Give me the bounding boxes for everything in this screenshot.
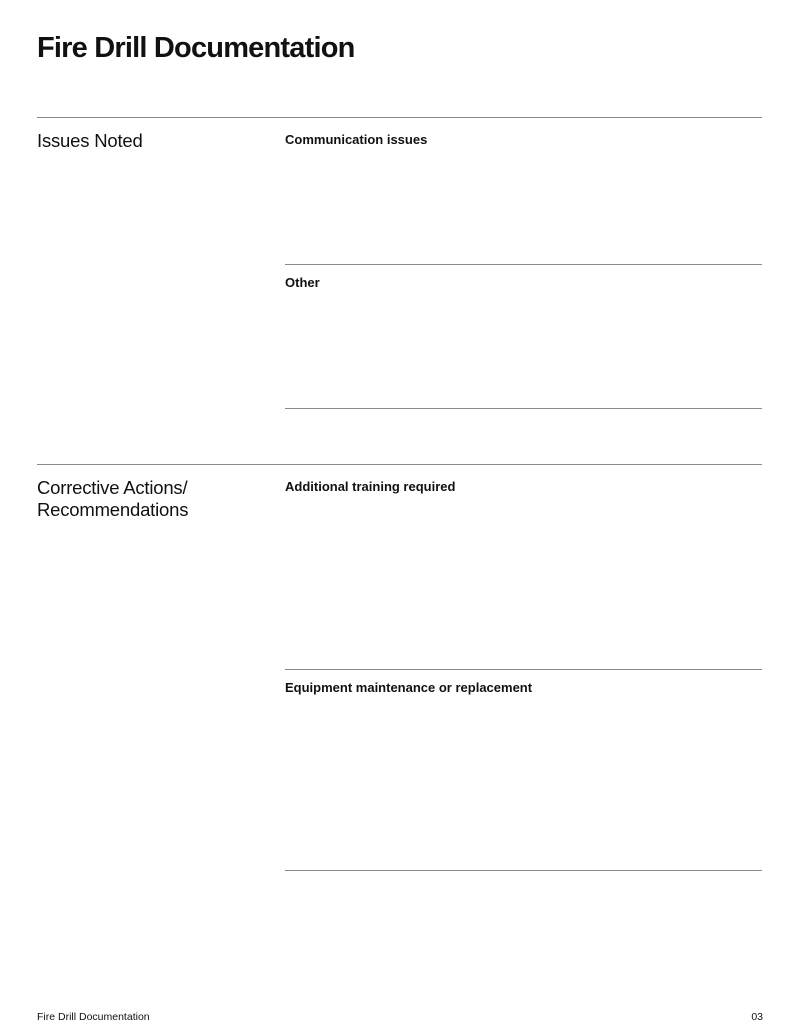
section-label-line-1: Corrective Actions/: [37, 477, 188, 498]
section-divider: [37, 117, 762, 118]
section-label-corrective-actions: [37, 477, 257, 521]
section-label-issues-noted: Issues Noted: [37, 130, 143, 151]
page-title: Fire Drill Documentation: [37, 32, 355, 64]
section-divider: [37, 464, 762, 465]
equipment-maintenance-field[interactable]: [285, 700, 762, 865]
field-label-other: Other: [285, 275, 320, 290]
footer-page-number: 03: [751, 1011, 763, 1023]
field-label-additional-training: Additional training required: [285, 479, 456, 494]
field-divider: [285, 870, 762, 871]
field-divider: [285, 264, 762, 265]
field-label-equipment-maintenance: Equipment maintenance or replacement: [285, 680, 533, 695]
field-divider: [285, 408, 762, 409]
field-label-communication-issues: Communication issues: [285, 132, 428, 147]
footer-document-name: Fire Drill Documentation: [37, 1011, 150, 1023]
communication-issues-field[interactable]: [285, 152, 762, 260]
additional-training-field[interactable]: [285, 499, 762, 664]
section-label-line-2: Recommendations: [37, 499, 189, 520]
other-issues-field[interactable]: [285, 295, 762, 403]
field-divider: [285, 669, 762, 670]
